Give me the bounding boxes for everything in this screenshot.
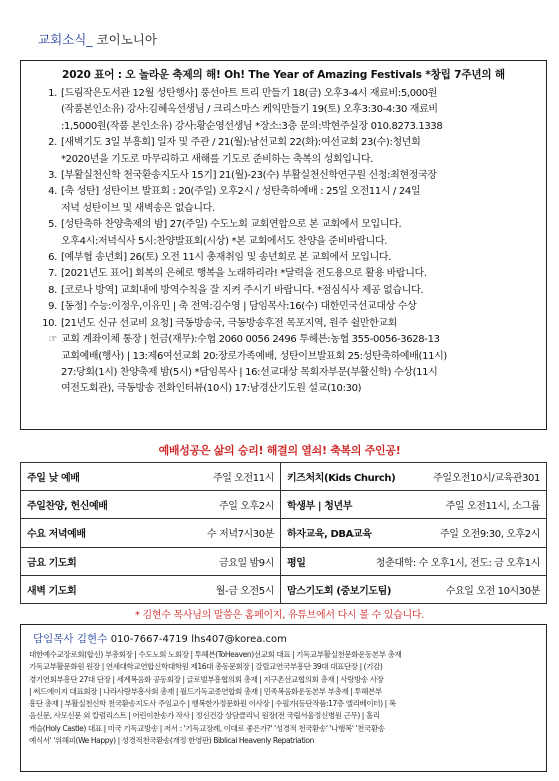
schedule-time: 금요일 밤9시 <box>218 557 274 569</box>
pastor-bio-line: 음신문, 사모신문 외 칼럼리스트 | 어린이찬송가 작사 | 정신건강 상담클리닉 원장(전 국립서울정신병원 근무) | 홀리 <box>29 711 380 721</box>
news-item-text <box>61 184 538 217</box>
schedule-cell <box>281 575 547 603</box>
pastor-bio-line: 캐슬(Holy Castle) 대표 | 미국 기독교방송 | 저서 : '기독교장례, 이대로 좋은가?' '성경적 천국환송' '나행복' '천국환송 <box>29 723 385 733</box>
news-item-number: 5. <box>48 219 57 231</box>
schedule-time: 주일 오전11시, 소그룹 <box>445 501 540 513</box>
news-title: 2020 표어 : 오 놀라운 축제의 해! Oh! The Year of Amazing Festivals *창립 7주년의 해 <box>62 69 505 81</box>
schedule-row <box>21 491 547 519</box>
page-header <box>38 30 157 48</box>
news-item-line: 오후4시:저녁식사 5시:찬양발표회(시상) *본 교회에서도 찬양을 준비바랍니다. <box>61 235 388 247</box>
news-item <box>29 299 538 315</box>
news-item-text <box>61 135 538 168</box>
news-item-text <box>61 283 538 299</box>
news-item-line: 교회 계좌이체 통장 | 헌금(재무):수협 2060 0056 2496 투헤븐:농협 355-0056-3628-13 <box>61 334 440 346</box>
schedule-cell <box>21 575 281 603</box>
news-item-line: [축 성탄] 성탄이브 발표회 : 20(주일) 오후2시 / 성탄축하예배 : 25일 오전11시 / 24일 <box>61 186 421 198</box>
news-item <box>29 332 538 398</box>
news-item-line: [부활실천신학 천국환송지도사 15기] 21(월)-23(수) 부활실천신학연구원 신청:최현정국장 <box>61 170 437 182</box>
schedule-time: 청춘대학: 수 오후1시, 전도: 금 오후1시 <box>375 557 540 569</box>
schedule-label: 하자교육, DBA교육 <box>287 529 372 541</box>
news-item-line: 저녁 성탄이브 및 새벽송은 없습니다. <box>61 202 215 214</box>
news-item-line: [동정] 수능:이정우,이유민 | 축 전역:김수영 | 담임목사:16(수) 대한민국선교대상 수상 <box>61 301 417 313</box>
news-item <box>29 283 538 299</box>
schedule-label: 맘스기도회 (중보기도팀) <box>287 585 392 597</box>
schedule-cell <box>281 491 547 519</box>
news-item <box>29 266 538 282</box>
schedule-time: 수요일 오전 10시30분 <box>445 585 540 597</box>
schedule-cell <box>281 463 547 491</box>
schedule-time: 수 저녁7시30분 <box>207 529 274 541</box>
pastor-bio-line: 기독교부활문화원 원장 | 연세대학교연합신학대학원 제16대 총동문회장 | 갈릴교연국부흥단 39대 대표단장 | (기감) <box>29 662 383 672</box>
schedule-time: 월-금 오전5시 <box>215 585 274 597</box>
sermon-note: * 김현수 목사님의 말씀은 홈페이지, 유튜브에서 다시 볼 수 있습니다. <box>134 610 425 621</box>
schedule-label: 키즈처치(Kids Church) <box>287 473 396 485</box>
news-item <box>29 86 538 135</box>
news-item-line: (작품본인소유) 강사:김혜옥선생님 / 크리스마스 케익만들기 19(토) 오후3:30-4:30 재료비 <box>61 104 438 116</box>
pastor-header <box>33 631 538 646</box>
pastor-bio-line: 경기연회부흥단 27대 단장 | 세계복음화 공동회장 | 글로벌부흥협의회 총재 | 지구촌선교협의회 총재 | 사랑방송 사장 <box>29 674 384 684</box>
news-item-line: [예부협 송년회] 26(토) 오전 11시 총재취임 및 송년회로 본 교회에서 모입니다. <box>61 252 392 264</box>
schedule-row <box>21 519 547 547</box>
news-item-line: 27:당회(1시) 찬양축제 밤(5시) *담임목사 | 16:선교대상 목회자부문(부활신학) 수상(11시 <box>61 366 438 378</box>
schedule-cell <box>21 519 281 547</box>
news-item <box>29 217 538 250</box>
pastor-bio-line: 대한예수교장로회(합신) 부총회장 | 수도노회 노회장 | 투헤븐(ToHeaven)선교회 대표 | 기독교부활실천문화운동본부 총재 <box>29 650 402 659</box>
news-item <box>29 250 538 266</box>
category-subtitle: 코이노니아 <box>96 32 157 47</box>
news-item-number: 2. <box>48 137 57 149</box>
worship-schedule-table <box>20 462 547 604</box>
pastor-bio-line: 예식서' '위해피(We Happy) | 성경적천국환송(개정 한영판) Biblical Heavenly Repatriation <box>29 736 314 746</box>
schedule-label: 평일 <box>287 557 306 569</box>
category-label: 교회소식_ <box>38 32 93 47</box>
news-item-text <box>61 217 538 250</box>
schedule-time: 주일 오후2시 <box>218 501 274 513</box>
news-item-text <box>61 86 538 135</box>
news-item-line: [21년도 신규 선교비 요청] 극동방송국, 극동방송후전 목포지역, 원주 쉴만한교회 <box>61 317 398 329</box>
news-item-number: 1. <box>48 88 57 99</box>
news-item-line: [새벽기도 3일 부흥회] 일자 및 주관 / 21(월):남선교회 22(화):여선교회 23(수):청년회 <box>61 137 421 149</box>
schedule-cell <box>281 519 547 547</box>
pastor-email[interactable]: lhs407@korea.com <box>191 634 287 645</box>
news-item-line: [성탄축하 찬양축제의 밤] 27(주일) 수도노회 교회연합으로 본 교회에서 모입니다. <box>61 219 402 231</box>
schedule-label: 주일찬양, 헌신예배 <box>27 501 108 513</box>
news-item-text <box>61 316 538 332</box>
news-item-number: ☞ <box>48 334 57 346</box>
news-item-text <box>61 299 538 315</box>
news-item-number: 10. <box>42 317 57 329</box>
schedule-label: 주일 낮 예배 <box>27 473 80 485</box>
schedule-time: 주일오전10시/교육관301 <box>433 473 540 485</box>
news-item-number: 8. <box>48 284 57 296</box>
pastor-bio-line: 흥단 총재 | 부활실천신학 천국환송지도사 주임교수 | 행복한가정문화원 이사장 | 수필가(등단작품:17층 엘리베이터) | 복 <box>29 699 396 709</box>
schedule-cell <box>21 547 281 575</box>
schedule-row <box>21 575 547 603</box>
news-item-text <box>61 168 538 184</box>
pastor-phone: 010-7667-4719 <box>110 634 188 645</box>
schedule-cell <box>21 463 281 491</box>
news-item-line: 여전도회관), 극동방송 전화인터뷰(10시) 17:남경산기도원 설교(10:30) <box>61 383 362 395</box>
news-item-line: [드림작은도서관 12월 성탄행사] 풍선아트 트리 만들기 18(금) 오후3-4시 재료비:5,000원 <box>61 88 438 99</box>
pastor-bio <box>29 649 538 747</box>
schedule-label: 금요 기도회 <box>27 557 77 569</box>
schedule-label: 학생부 | 청년부 <box>287 501 352 513</box>
news-item-line: [2021년도 표어] 회복의 은혜로 행복을 노래하리라! *달력을 전도용으로 활용 바랍니다. <box>61 268 427 280</box>
news-item <box>29 184 538 217</box>
news-item-line: [코로나 방역] 교회내에 방역수칙을 잘 지켜 주시기 바랍니다. *점심식사 제공 없습니다. <box>61 284 424 296</box>
schedule-label: 새벽 기도회 <box>27 585 77 597</box>
news-item <box>29 168 538 184</box>
church-news-box <box>20 60 547 430</box>
news-item <box>29 316 538 332</box>
schedule-row <box>21 463 547 491</box>
news-item-number: 3. <box>48 170 57 182</box>
pastor-info-box <box>20 624 547 772</box>
news-item-line: 교회예배(행사) | 13:제6여선교회 20:장로가족예배, 성탄이브발표회 25:성탄축하예배(11시) <box>61 350 447 362</box>
news-item-number: 7. <box>48 268 57 280</box>
news-item-line: *2020년을 기도로 마무리하고 새해를 기도로 준비하는 축복의 성회입니다. <box>61 153 374 165</box>
schedule-row <box>21 547 547 575</box>
news-item-text <box>61 332 538 398</box>
pastor-bio-line: | 써드에이지 대표회장 | 나라사랑부흥사회 총재 | 월드기독교종연합회 총재 | 민족복음화운동본부 부총재 | 투헤븐부 <box>29 686 382 696</box>
news-item-text <box>61 266 538 282</box>
news-item <box>29 135 538 168</box>
pastor-title: 담임목사 김현수 <box>33 633 108 645</box>
schedule-time: 주일 오전9:30, 오후2시 <box>440 529 540 541</box>
schedule-cell <box>281 547 547 575</box>
news-item-number: 6. <box>48 252 57 264</box>
worship-motto: 예배성공은 삶의 승리! 해결의 열쇠! 축복의 주인공! <box>158 444 401 457</box>
schedule-cell <box>21 491 281 519</box>
news-list <box>29 86 538 398</box>
news-item-number: 9. <box>48 301 57 313</box>
schedule-time: 주일 오전11시 <box>212 473 274 485</box>
news-item-number: 4. <box>48 186 57 198</box>
news-item-line: :1,5000원(작품 본인소유) 강사:황순영선생님 *장소:3층 문의:박현주실장 010.8273.1338 <box>61 120 443 132</box>
news-item-text <box>61 250 538 266</box>
schedule-label: 수요 저녁예배 <box>27 529 86 541</box>
